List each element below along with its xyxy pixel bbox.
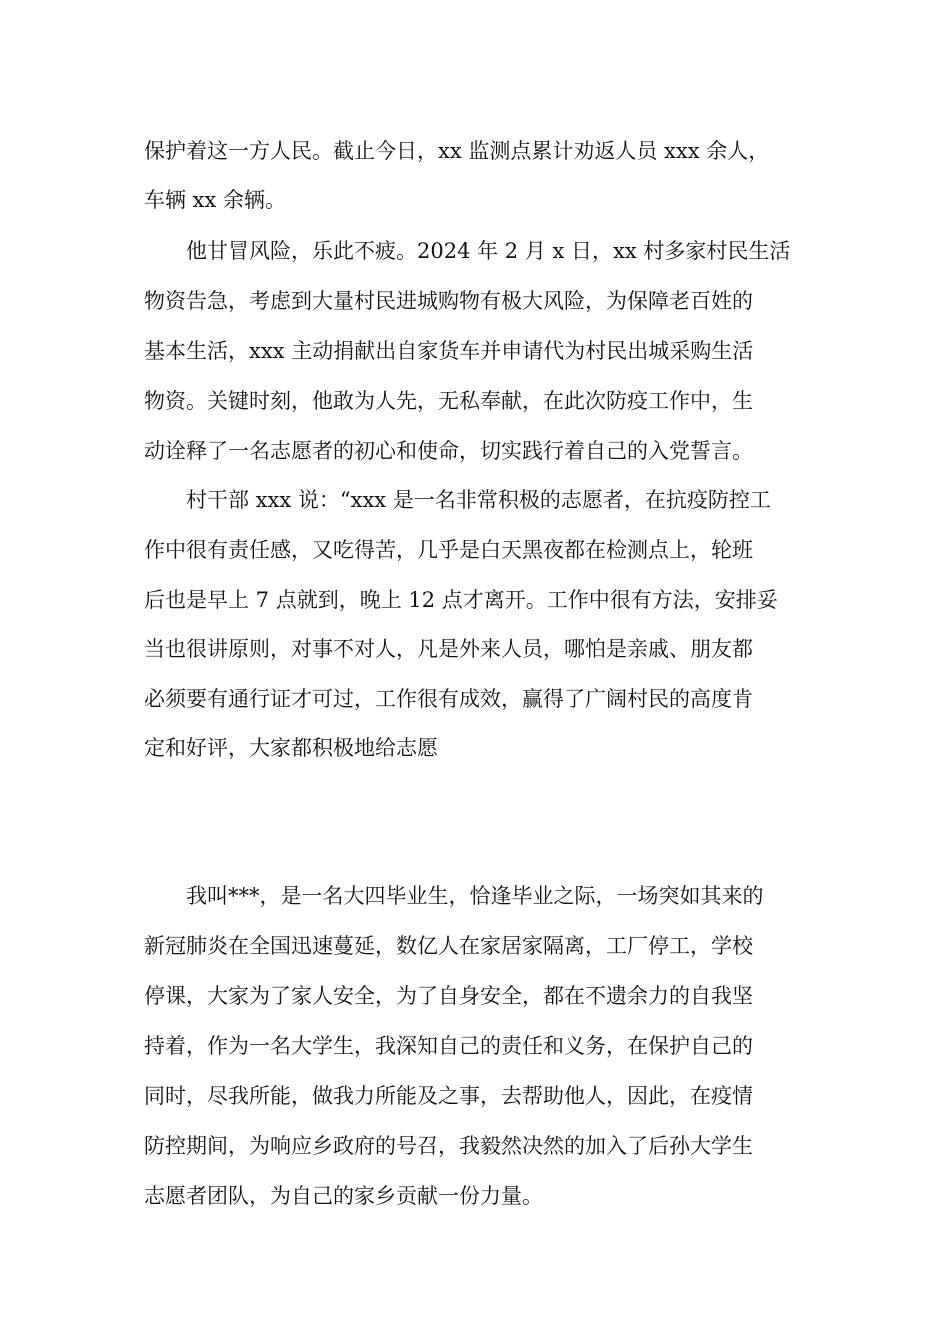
text-line: 新冠肺炎在全国迅速蔓延，数亿人在家居家隔离，工厂停工，学校 bbox=[144, 934, 753, 958]
text-line: 作中很有责任感，又吃得苦，几乎是白天黑夜都在检测点上，轮班 bbox=[144, 538, 753, 562]
text-line: 停课，大家为了家人安全，为了自身安全，都在不遗余力的自我坚 bbox=[144, 984, 753, 1008]
text-line: 定和好评，大家都积极地给志愿 bbox=[144, 736, 438, 760]
text-line: 我叫***，是一名大四毕业生，恰逢毕业之际，一场突如其来的 bbox=[186, 884, 764, 908]
text-line: 持着，作为一名大学生，我深知自己的责任和义务，在保护自己的 bbox=[144, 1034, 753, 1058]
text-line: 保护着这一方人民。截止今日，xx 监测点累计劝返人员 xxx 余人， bbox=[144, 139, 770, 163]
text-line: 同时，尽我所能，做我力所能及之事，去帮助他人，因此，在疫情 bbox=[144, 1084, 753, 1108]
text-line: 志愿者团队，为自己的家乡贡献一份力量。 bbox=[144, 1184, 543, 1208]
text-line: 物资。关键时刻，他敢为人先，无私奉献，在此次防疫工作中，生 bbox=[144, 389, 753, 413]
text-line: 基本生活，xxx 主动捐献出自家货车并申请代为村民出城采购生活 bbox=[144, 339, 754, 363]
text-line: 防控期间，为响应乡政府的号召，我毅然决然的加入了后孙大学生 bbox=[144, 1134, 753, 1158]
text-line: 车辆 xx 余辆。 bbox=[144, 188, 287, 212]
text-line: 动诠释了一名志愿者的初心和使命，切实践行着自己的入党誓言。 bbox=[144, 439, 753, 463]
text-line: 村干部 xxx 说：“xxx 是一名非常积极的志愿者，在抗疫防控工 bbox=[186, 488, 771, 512]
text-line: 后也是早上 7 点就到，晚上 12 点才离开。工作中很有方法，安排妥 bbox=[144, 588, 778, 612]
text-line: 必须要有通行证才可过，工作很有成效，赢得了广阔村民的高度肯 bbox=[144, 687, 753, 711]
text-line: 物资告急，考虑到大量村民进城购物有极大风险，为保障老百姓的 bbox=[144, 289, 753, 313]
text-line: 他甘冒风险，乐此不疲。2024 年 2 月 x 日，xx 村多家村民生活 bbox=[186, 239, 791, 263]
text-line: 当也很讲原则，对事不对人，凡是外来人员，哪怕是亲戚、朋友都 bbox=[144, 637, 753, 661]
